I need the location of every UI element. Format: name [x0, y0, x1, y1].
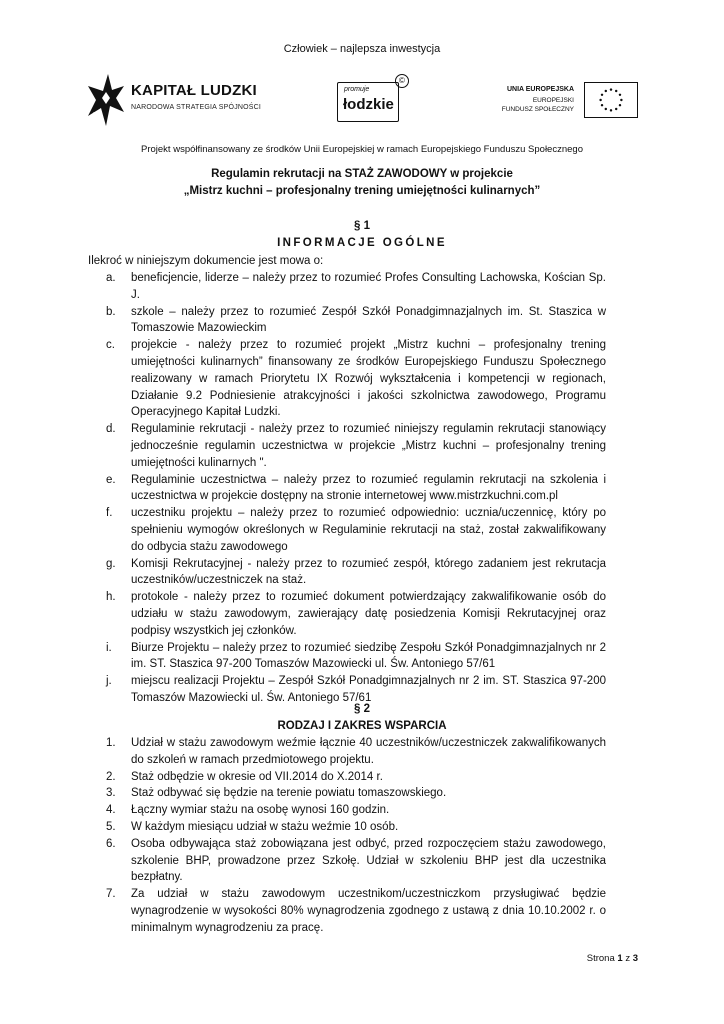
list-item	[106, 505, 606, 555]
section2-heading: RODZAJ I ZAKRES WSPARCIA	[277, 720, 447, 732]
ue-fund-line1: EUROPEJSKI	[532, 97, 574, 104]
list-item-text: Staż odbywać się będzie na terenie powiatu tomaszowskiego.	[131, 787, 447, 800]
list-marker: a.	[106, 272, 116, 284]
list-item-text: W każdym miesiącu udział w stażu weźmie 10 osób.	[131, 820, 399, 833]
list-marker: 1.	[106, 737, 116, 749]
kapital-ludzki-logo	[86, 72, 276, 128]
section2-number: § 2	[354, 703, 370, 715]
lodzkie-big-text: łodzkie	[343, 96, 394, 113]
list-item	[106, 802, 606, 819]
list-marker: g.	[106, 557, 116, 570]
list-item	[106, 819, 606, 836]
list-marker: f.	[106, 507, 113, 520]
footer-total-pages: 3	[632, 953, 638, 964]
list-item-text: beneficjencie, liderze – należy przez to rozumieć Profes Consulting Lachowska, Kościan Sp. J.	[131, 272, 606, 301]
eu-flag-icon	[584, 82, 638, 118]
list-item-text: Udział w stażu zawodowym weźmie łącznie 40 uczestników/uczestniczek zakwalifikowanych do szkoleń w ramach przedmiotowego projektu.	[131, 737, 606, 766]
list-item	[106, 556, 606, 590]
list-item-text: uczestniku projektu – należy przez to rozumieć odpowiednio: ucznia/uczennicę, który po spełnieniu wymogów określonych w Regulaminie rekrutacji na staż, został zakwalifikowany do odbycia stażu zawodowego	[131, 507, 606, 553]
document-title	[0, 166, 724, 200]
footer-current-page: 1	[617, 953, 623, 964]
list-item	[106, 785, 606, 802]
ue-title: UNIA EUROPEJSKA	[506, 86, 574, 93]
list-item	[106, 640, 606, 674]
list-marker: d.	[106, 423, 116, 436]
list-item-text: miejscu realizacji Projektu – Zespół Szkół Ponadgimnazjalnych nr 2 im. ST. Staszica 97-200 Tomaszów Mazowiecki ul. Św. Antoniego 57/61	[131, 675, 606, 704]
section1-number: § 1	[354, 220, 370, 232]
list-item	[106, 769, 606, 786]
list-marker: 6.	[106, 837, 116, 850]
list-marker: h.	[106, 591, 116, 604]
list-item	[106, 735, 606, 769]
list-marker: b.	[106, 305, 116, 318]
footer-page-sep: z	[625, 953, 631, 964]
list-item-text: Za udział w stażu zawodowym uczestnikom/uczestniczkom przysługiwać będzie wynagrodzenie w wysokości 80% wynagrodzenia zgodnego z ustawą z dnia 10.10.2002 r. o minimalnym wynagrodzeniu za pracę.	[131, 888, 606, 934]
document-title-line2: „Mistrz kuchni – profesjonalny trening umiejętności kulinarnych”	[183, 185, 541, 197]
section1-definitions-list	[106, 270, 606, 707]
kapital-ludzki-subtitle: NARODOWA STRATEGIA SPÓJNOŚCI	[131, 104, 262, 111]
list-marker: 5.	[106, 820, 116, 833]
page-footer	[587, 953, 638, 964]
list-item-text: Łączny wymiar stażu na osobę wynosi 160 godzin.	[131, 804, 390, 817]
kapital-ludzki-title: KAPITAŁ LUDZKI	[131, 82, 257, 99]
header-tagline: Człowiek – najlepsza inwestycja	[283, 43, 441, 55]
list-item	[106, 589, 606, 639]
section1-heading: INFORMACJE OGÓLNE	[277, 237, 447, 249]
list-marker: i.	[106, 641, 112, 654]
list-marker: j.	[106, 675, 112, 688]
list-marker: c.	[106, 339, 115, 352]
list-item	[106, 886, 606, 936]
list-item-text: projekcie - należy przez to rozumieć projekt „Mistrz kuchni – profesjonalny trening umiejętności kulinarnych” finansowany ze środków Europejskiego Funduszu Społecznego realizowany w ramach Priorytetu IX Rozwój wykształcenia i kompetencji w regionach, Działanie 9.2 Podniesienie atrakcyjności i jakości szkolnictwa zawodowego, Programu Operacyjnego Kapitał Ludzki.	[131, 339, 606, 419]
section2-support-list	[106, 735, 606, 937]
list-marker: 2.	[106, 770, 116, 783]
list-item-text: Biurze Projektu – należy przez to rozumieć siedzibę Zespołu Szkół Ponadgimnazjalnych nr 2 im. ST. Staszica 97-200 Tomaszów Mazowiecki ul. Św. Antoniego 57/61	[131, 641, 606, 671]
section2-header	[0, 701, 724, 735]
lodzkie-mark-icon: ©	[395, 74, 409, 88]
list-item-text: Osoba odbywająca staż zobowiązana jest odbyć, przed rozpoczęciem stażu zawodowego, szkolenie BHP, prowadzone przez Szkołę. Udział w szkoleniu BHP jest dla uczestnika bezpłatny.	[131, 837, 606, 884]
lodzkie-small-text: promuje	[344, 86, 370, 93]
promuje-lodzkie-logo	[333, 74, 409, 124]
lodzkie-frame	[337, 82, 399, 122]
list-item-text: szkole – należy przez to rozumieć Zespół Szkół Ponadgimnazjalnych im. St. Staszica w Tomaszowie Mazowieckim	[131, 305, 606, 335]
list-marker: 3.	[106, 787, 116, 800]
list-item	[106, 270, 606, 304]
list-marker: 7.	[106, 888, 116, 901]
logo-strip	[0, 68, 724, 128]
list-marker: 4.	[106, 804, 116, 817]
list-item	[106, 337, 606, 421]
list-item-text: Regulaminie uczestnictwa – należy przez to rozumieć regulamin rekrutacji na szkolenia i uczestnictwa w projekcie dostępny na stronie internetowej www.mistrzkuchni.com.pl	[131, 473, 606, 503]
list-item	[106, 304, 606, 338]
list-item-text: Komisji Rekrutacyjnej - należy przez to rozumieć zespół, którego zadaniem jest rekrutacja uczestników/uczestniczek na staż.	[131, 557, 606, 587]
list-item	[106, 836, 606, 886]
section1-header	[0, 218, 724, 252]
list-marker: e.	[106, 473, 116, 486]
footer-page-prefix: Strona	[586, 953, 615, 964]
list-item	[106, 421, 606, 471]
list-item-text: Regulaminie rekrutacji - należy przez to rozumieć niniejszy regulamin rekrutacji stanowiący jednocześnie regulamin uczestnictwa w projekcie „Mistrz kuchni – profesjonalny trening umiejętności kulinarnych ".	[131, 423, 606, 469]
list-item	[106, 472, 606, 506]
unia-europejska-logo	[500, 82, 640, 126]
ue-fund-line2: FUNDUSZ SPOŁECZNY	[501, 106, 574, 113]
list-item-text: protokole - należy przez to rozumieć dokument potwierdzający zakwalifikowanie osób do udziału w stażu zawodowym, zawierający datę posiedzenia Komisji Rekrutacyjnej oraz podpisy wszystkich jej członków.	[131, 591, 606, 637]
section1-intro: Ilekroć w niniejszym dokumencie jest mowa o:	[88, 255, 324, 267]
kapital-ludzki-star-icon	[86, 72, 126, 128]
list-item-text: Staż odbędzie w okresie od VII.2014 do X.2014 r.	[131, 770, 383, 783]
document-title-line1: Regulamin rekrutacji na STAŻ ZAWODOWY w projekcie	[211, 168, 513, 180]
cofinancing-note: Projekt współfinansowany ze środków Unii Europejskiej w ramach Europejskiego Funduszu Społecznego	[141, 144, 583, 155]
